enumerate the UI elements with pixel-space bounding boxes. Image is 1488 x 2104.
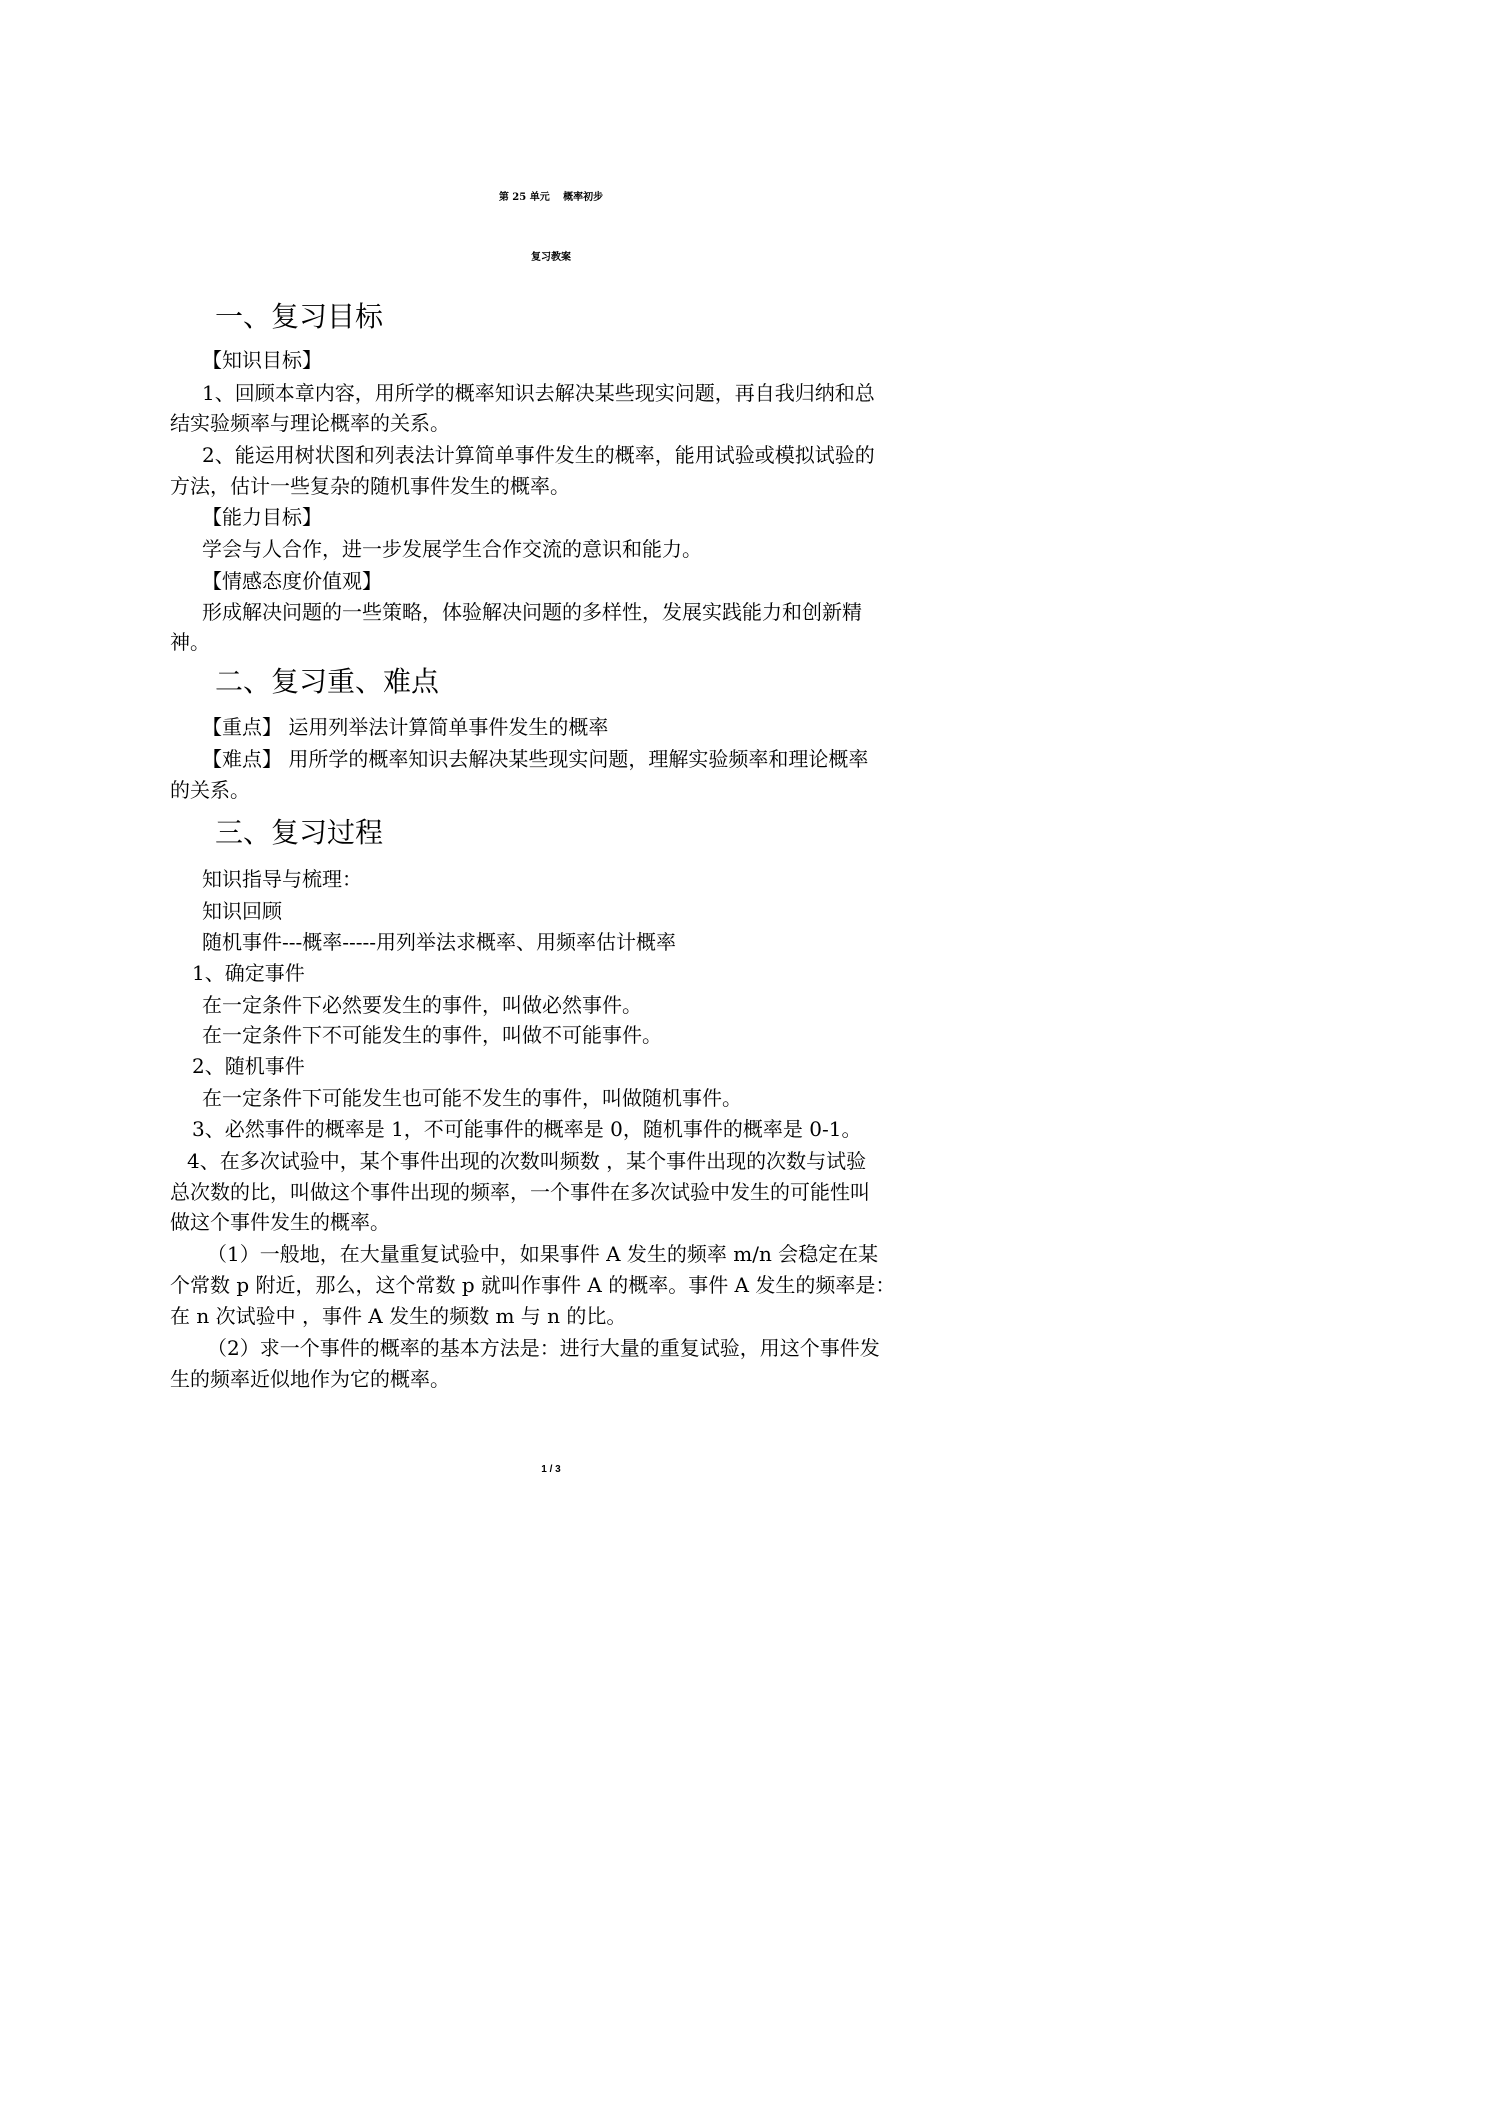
section-heading-process: 三、复习过程 <box>215 816 384 849</box>
point-1-title: 1、确定事件 <box>192 961 305 985</box>
flow-text: 随机事件---概率-----用列举法求概率、用频率估计概率 <box>202 930 677 954</box>
ability-goal-text: 学会与人合作，进一步发展学生合作交流的意识和能力。 <box>202 537 702 561</box>
key-point-text: 【重点】 运用列举法计算简单事件发生的概率 <box>202 715 609 739</box>
ability-goal-label: 【能力目标】 <box>202 505 322 529</box>
sub-point-1-line-3: 在 n 次试验中 ，事件 A 发生的频数 m 与 n 的比。 <box>170 1304 627 1328</box>
sub-point-2-line-1: （2）求一个事件的概率的基本方法是：进行大量的重复试验，用这个事件发 <box>207 1336 880 1360</box>
review-text: 知识回顾 <box>202 899 282 923</box>
difficult-point-line-2: 的关系。 <box>170 778 250 802</box>
point-4-line-2: 总次数的比，叫做这个事件出现的频率，一个事件在多次试验中发生的可能性叫 <box>170 1180 870 1204</box>
point-4-line-1: 4、在多次试验中，某个事件出现的次数叫频数 ，某个事件出现的次数与试验 <box>187 1149 867 1173</box>
point-1-line-b: 在一定条件下不可能发生的事件，叫做不可能事件。 <box>202 1023 662 1047</box>
point-2-line-a: 在一定条件下可能发生也可能不发生的事件，叫做随机事件。 <box>202 1086 742 1110</box>
point-4-line-3: 做这个事件发生的概率。 <box>170 1210 390 1234</box>
document-title: 第 25 单元 概率初步 <box>498 192 604 203</box>
section-heading-objectives: 一、复习目标 <box>215 300 384 333</box>
sub-point-2-line-2: 生的频率近似地作为它的概率。 <box>170 1367 450 1391</box>
knowledge-goal-item-2-line-2: 方法，估计一些复杂的随机事件发生的概率。 <box>170 474 570 498</box>
knowledge-goal-label: 【知识目标】 <box>202 348 322 372</box>
emotion-goal-line-1: 形成解决问题的一些策略，体验解决问题的多样性，发展实践能力和创新精 <box>202 600 862 624</box>
difficult-point-line-1: 【难点】 用所学的概率知识去解决某些现实问题，理解实验频率和理论概率 <box>202 747 869 771</box>
section-heading-key-points: 二、复习重、难点 <box>215 665 440 698</box>
document-subtitle: 复习教案 <box>531 252 571 263</box>
sub-point-1-line-1: （1）一般地，在大量重复试验中，如果事件 A 发生的频率 m/n 会稳定在某 <box>207 1242 879 1266</box>
point-3-text: 3、必然事件的概率是 1，不可能事件的概率是 0，随机事件的概率是 0-1。 <box>192 1117 862 1141</box>
emotion-goal-label: 【情感态度价值观】 <box>202 569 382 593</box>
guide-text: 知识指导与梳理： <box>202 867 362 891</box>
sub-point-1-line-2: 个常数 p 附近，那么，这个常数 p 就叫作事件 A 的概率。事件 A 发生的频率是： <box>170 1273 896 1297</box>
emotion-goal-line-2: 神。 <box>170 630 210 654</box>
point-1-line-a: 在一定条件下必然要发生的事件，叫做必然事件。 <box>202 993 642 1017</box>
knowledge-goal-item-1-line-1: 1、回顾本章内容，用所学的概率知识去解决某些现实问题，再自我归纳和总 <box>202 381 875 405</box>
page-number: 1 / 3 <box>541 1464 561 1475</box>
knowledge-goal-item-1-line-2: 结实验频率与理论概率的关系。 <box>170 411 450 435</box>
point-2-title: 2、随机事件 <box>192 1054 305 1078</box>
knowledge-goal-item-2-line-1: 2、能运用树状图和列表法计算简单事件发生的概率，能用试验或模拟试验的 <box>202 443 875 467</box>
